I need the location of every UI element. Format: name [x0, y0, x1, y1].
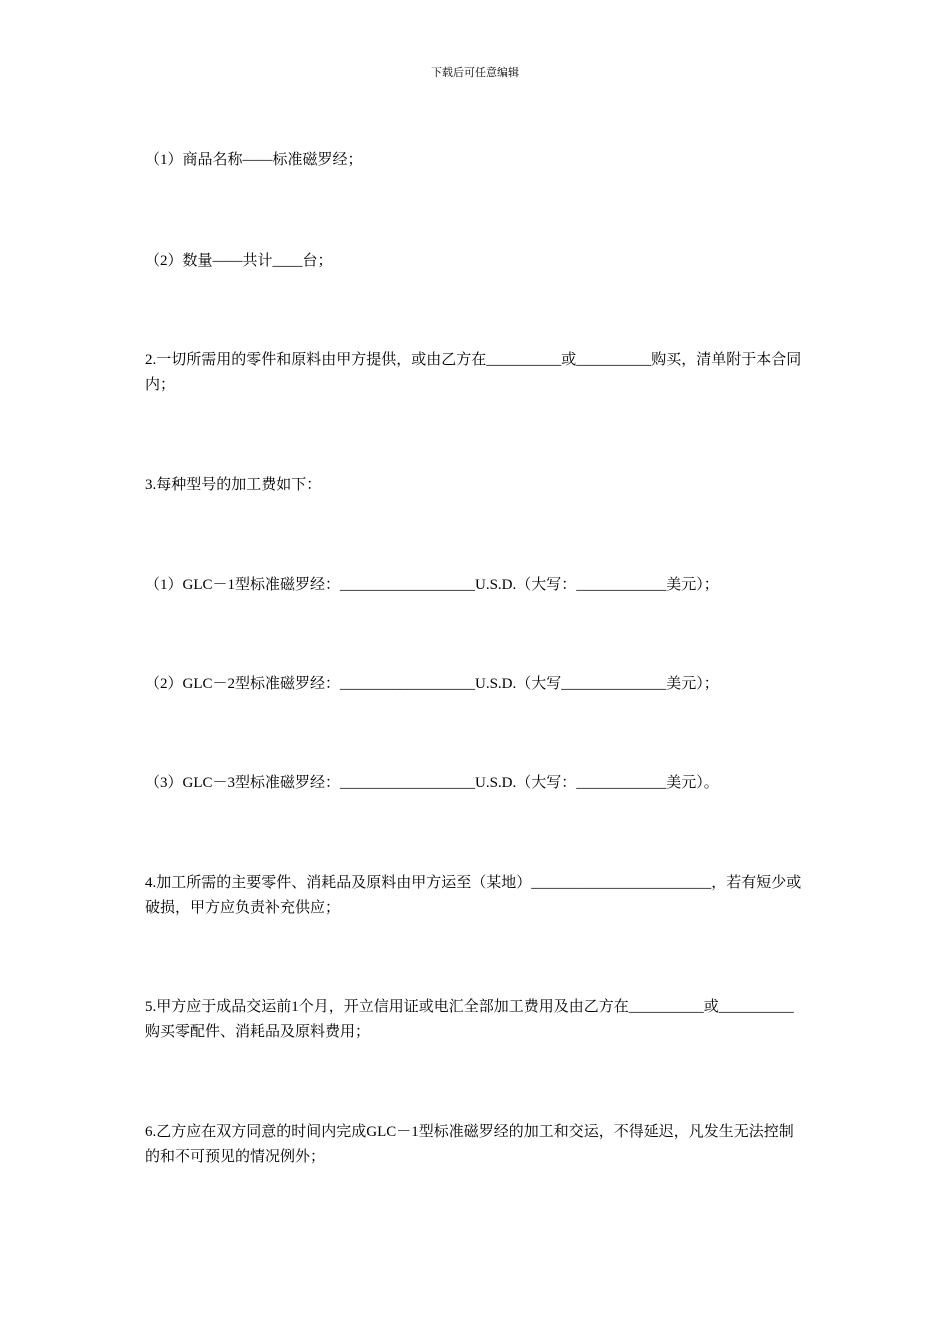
- fee-item-glc-3: （3）GLC－3型标准磁罗经：__________________U.S.D.（大写：____________美元）。: [145, 775, 719, 791]
- page-header: 下载后可任意编辑: [431, 67, 519, 79]
- fee-item-glc-1: （1）GLC－1型标准磁罗经：__________________U.S.D.（大写：____________美元）；: [145, 577, 719, 593]
- clause-2-parts-materials: 2.一切所需用的零件和原料由甲方提供，或由乙方在__________或__________购买，清单附于本合同内；: [145, 352, 802, 393]
- clause-product-name: （1）商品名称——标准磁罗经；: [145, 152, 363, 168]
- clause-6-delivery: 6.乙方应在双方同意的时间内完成GLC－1型标准磁罗经的加工和交运，不得延迟，凡发生无法控制的和不可预见的情况例外；: [145, 1124, 794, 1165]
- clause-5-payment: 5.甲方应于成品交运前1个月，开立信用证或电汇全部加工费用及由乙方在__________或__________购买零配件、消耗品及原料费用；: [145, 999, 794, 1040]
- fee-item-glc-2: （2）GLC－2型标准磁罗经：__________________U.S.D.（大写______________美元）；: [145, 676, 719, 692]
- clause-quantity: （2）数量——共计____台；: [145, 253, 333, 269]
- clause-3-processing-fees: 3.每种型号的加工费如下：: [145, 477, 322, 493]
- clause-4-shipment-of-parts: 4.加工所需的主要零件、消耗品及原料由甲方运至（某地）________________________，若有短少或破损，甲方应负责补充供应；: [145, 875, 802, 916]
